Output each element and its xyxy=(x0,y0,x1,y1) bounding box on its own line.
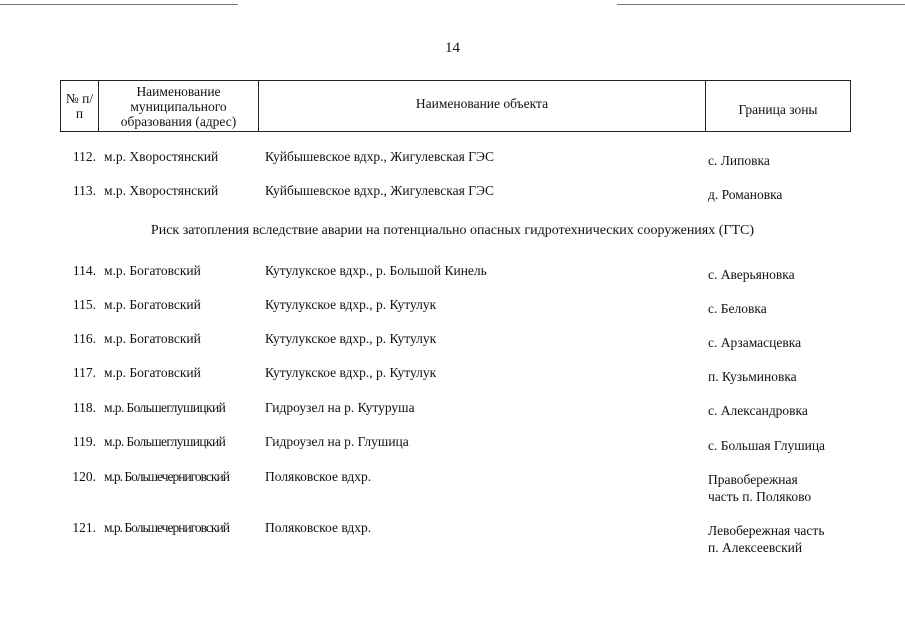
row-number: 118. xyxy=(72,400,96,415)
row-municipality: м.р. Богатовский xyxy=(104,331,201,346)
row-zone: с. Большая Глушица xyxy=(708,438,826,453)
page-number: 14 xyxy=(445,40,460,56)
row-number: 113. xyxy=(72,183,96,198)
row-object: Поляковское вдхр. xyxy=(265,469,372,484)
row-number: 120. xyxy=(72,469,96,484)
row-object: Куйбышевское вдхр., Жигулевская ГЭС xyxy=(265,149,494,164)
row-municipality: м.р. Большеглушицкий xyxy=(104,434,226,449)
row-object: Куйбышевское вдхр., Жигулевская ГЭС xyxy=(265,183,494,198)
row-object: Гидроузел на р. Глушица xyxy=(265,434,409,449)
header-zone: Граница зоны xyxy=(706,81,851,132)
row-municipality: м.р. Большеглушицкий xyxy=(104,400,226,415)
row-zone: д. Романовка xyxy=(708,187,783,202)
row-number: 114. xyxy=(72,263,96,278)
row-zone: с. Аверьяновка xyxy=(708,267,795,282)
row-zone: Левобережная часть п. Алексеевский xyxy=(708,523,825,555)
row-object: Поляковское вдхр. xyxy=(265,520,372,535)
row-number: 119. xyxy=(72,434,96,449)
row-municipality: м.р. Богатовский xyxy=(104,365,201,380)
row-object: Кутулукское вдхр., р. Кутулук xyxy=(265,297,437,312)
header-num: № п/п xyxy=(61,81,99,132)
row-municipality: м.р. Хворостянский xyxy=(104,183,219,198)
row-zone: с. Липовка xyxy=(708,153,770,168)
row-number: 117. xyxy=(72,365,96,380)
row-municipality: м.р. Большечерниговский xyxy=(104,520,229,535)
header-municipality: Наименование муниципального образования (адрес) xyxy=(99,81,259,132)
row-number: 112. xyxy=(72,149,96,164)
row-object: Гидроузел на р. Кутуруша xyxy=(265,400,415,415)
row-number: 121. xyxy=(72,520,96,535)
row-number: 116. xyxy=(72,331,96,346)
row-object: Кутулукское вдхр., р. Большой Кинель xyxy=(265,263,487,278)
row-zone: п. Кузьминовка xyxy=(708,369,797,384)
row-municipality: м.р. Хворостянский xyxy=(104,149,219,164)
row-zone: с. Беловка xyxy=(708,301,767,316)
row-number: 115. xyxy=(72,297,96,312)
section-heading: Риск затопления вследствие аварии на потенциально опасных гидротехнических сооружениях (ГТС) xyxy=(150,223,755,238)
row-zone: с. Арзамасцевка xyxy=(708,335,802,350)
row-municipality: м.р. Богатовский xyxy=(104,297,201,312)
row-object: Кутулукское вдхр., р. Кутулук xyxy=(265,365,437,380)
row-municipality: м.р. Большечерниговский xyxy=(104,469,229,484)
row-municipality: м.р. Богатовский xyxy=(104,263,201,278)
row-zone: Правобережная часть п. Поляково xyxy=(708,472,812,504)
row-zone: с. Александровка xyxy=(708,403,808,418)
header-object: Наименование объекта xyxy=(259,81,706,132)
row-object: Кутулукское вдхр., р. Кутулук xyxy=(265,331,437,346)
